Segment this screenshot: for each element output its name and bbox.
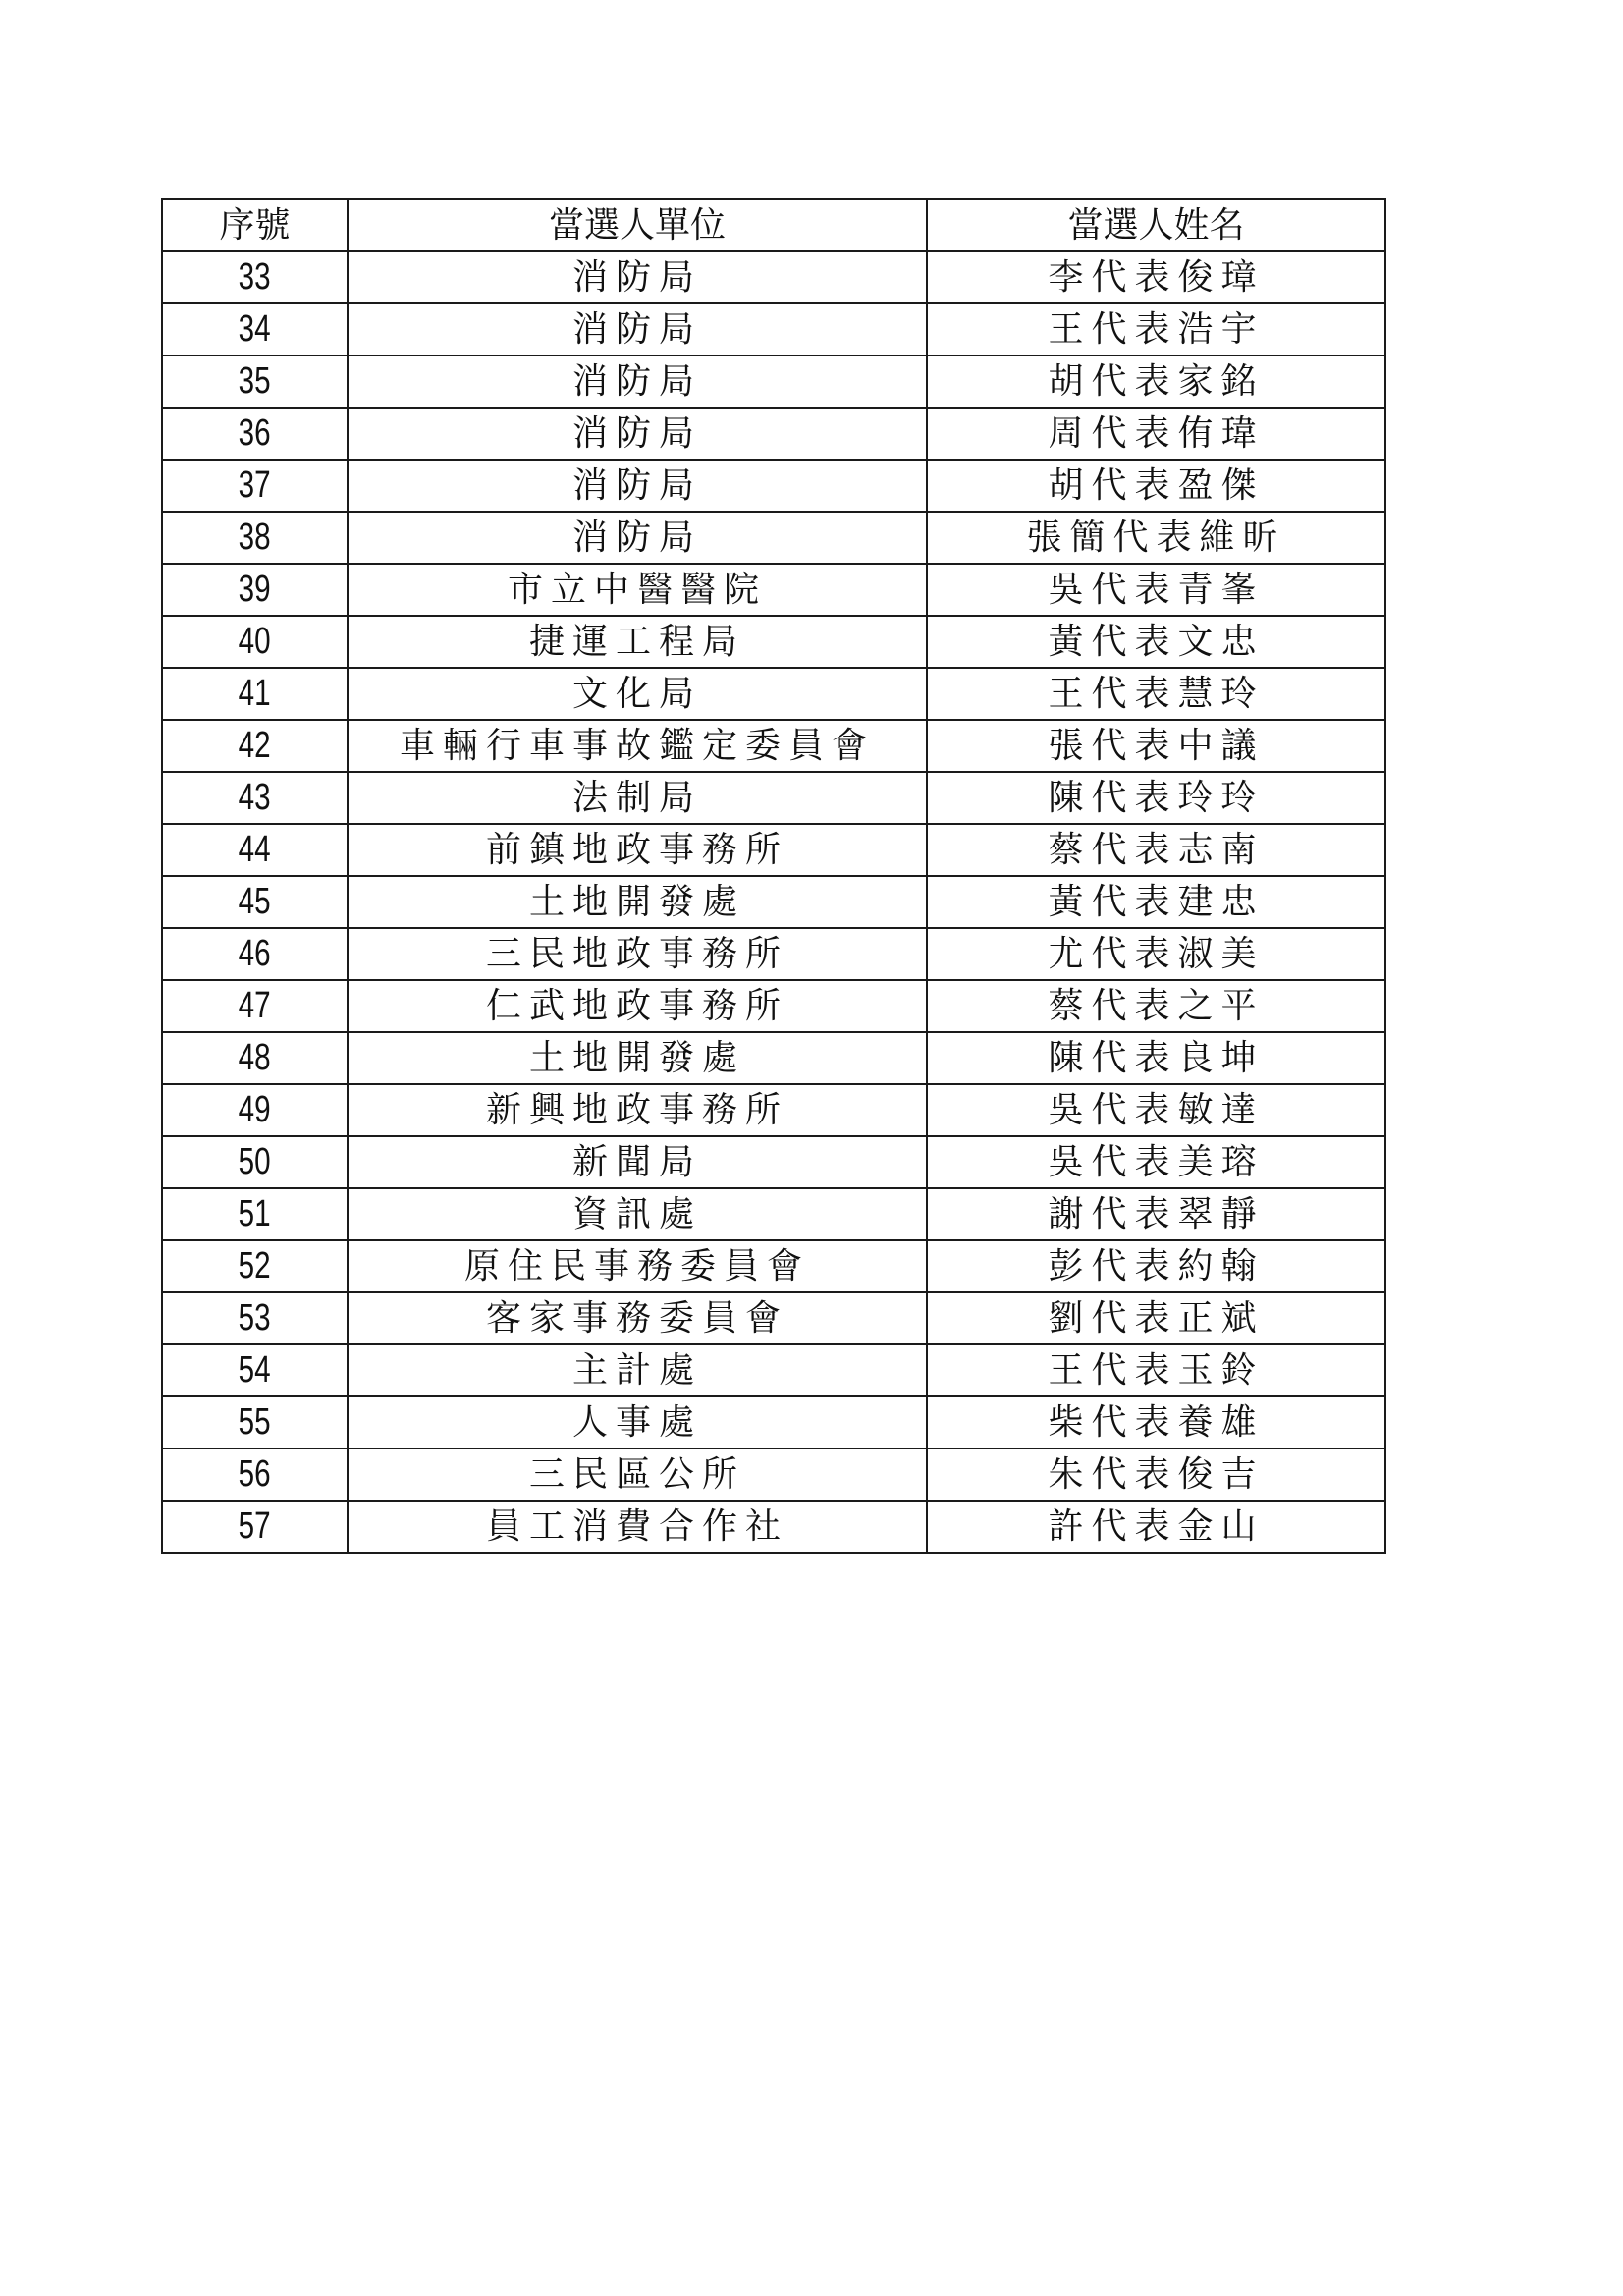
row-name: 王代表玉鈴 bbox=[927, 1344, 1385, 1396]
row-number-text: 43 bbox=[239, 777, 271, 818]
row-unit: 土地開發處 bbox=[348, 1032, 927, 1084]
row-number bbox=[162, 1396, 348, 1449]
row-number-text: 53 bbox=[239, 1297, 271, 1339]
row-unit: 新興地政事務所 bbox=[348, 1084, 927, 1136]
row-number-text: 40 bbox=[239, 621, 271, 662]
row-number bbox=[162, 1084, 348, 1136]
row-number bbox=[162, 1240, 348, 1292]
table-row bbox=[162, 1449, 1385, 1501]
row-number bbox=[162, 1188, 348, 1240]
row-name: 王代表慧玲 bbox=[927, 668, 1385, 720]
row-name: 黃代表建忠 bbox=[927, 876, 1385, 928]
row-number-text: 38 bbox=[239, 517, 271, 558]
row-name: 許代表金山 bbox=[927, 1501, 1385, 1553]
row-number-text: 49 bbox=[239, 1089, 271, 1130]
table-row bbox=[162, 1032, 1385, 1084]
row-unit: 員工消費合作社 bbox=[348, 1501, 927, 1553]
row-number-text: 52 bbox=[239, 1245, 271, 1286]
row-unit: 前鎮地政事務所 bbox=[348, 824, 927, 876]
table-row bbox=[162, 980, 1385, 1032]
row-number-text: 39 bbox=[239, 569, 271, 610]
row-number bbox=[162, 720, 348, 772]
table-row bbox=[162, 668, 1385, 720]
row-name: 尤代表淑美 bbox=[927, 928, 1385, 980]
row-name: 張簡代表維昕 bbox=[927, 512, 1385, 564]
row-number bbox=[162, 1344, 348, 1396]
table-row bbox=[162, 355, 1385, 408]
row-unit: 人事處 bbox=[348, 1396, 927, 1449]
table-header-row bbox=[162, 199, 1385, 251]
row-number bbox=[162, 1501, 348, 1553]
row-number bbox=[162, 668, 348, 720]
row-unit: 消防局 bbox=[348, 460, 927, 512]
row-number bbox=[162, 616, 348, 668]
row-number bbox=[162, 251, 348, 303]
table-row bbox=[162, 1292, 1385, 1344]
table-row bbox=[162, 616, 1385, 668]
row-name: 謝代表翠靜 bbox=[927, 1188, 1385, 1240]
row-unit: 法制局 bbox=[348, 772, 927, 824]
row-number-text: 48 bbox=[239, 1037, 271, 1078]
row-name: 蔡代表志南 bbox=[927, 824, 1385, 876]
row-unit: 消防局 bbox=[348, 251, 927, 303]
row-name: 劉代表正斌 bbox=[927, 1292, 1385, 1344]
table-row bbox=[162, 772, 1385, 824]
table-row bbox=[162, 1136, 1385, 1188]
row-number bbox=[162, 980, 348, 1032]
row-number-text: 36 bbox=[239, 412, 271, 454]
table-row bbox=[162, 1344, 1385, 1396]
row-unit: 車輛行車事故鑑定委員會 bbox=[348, 720, 927, 772]
table-row bbox=[162, 303, 1385, 355]
row-name: 蔡代表之平 bbox=[927, 980, 1385, 1032]
row-unit: 消防局 bbox=[348, 512, 927, 564]
header-name: 當選人姓名 bbox=[927, 199, 1385, 251]
row-number bbox=[162, 1292, 348, 1344]
row-name: 陳代表良坤 bbox=[927, 1032, 1385, 1084]
table-row bbox=[162, 251, 1385, 303]
row-name: 黃代表文忠 bbox=[927, 616, 1385, 668]
row-number-text: 44 bbox=[239, 829, 271, 870]
table-row bbox=[162, 460, 1385, 512]
row-name: 胡代表家銘 bbox=[927, 355, 1385, 408]
row-number-text: 55 bbox=[239, 1401, 271, 1443]
row-unit: 土地開發處 bbox=[348, 876, 927, 928]
row-number bbox=[162, 512, 348, 564]
row-name: 吳代表美瑢 bbox=[927, 1136, 1385, 1188]
row-number bbox=[162, 1449, 348, 1501]
table-row bbox=[162, 1501, 1385, 1553]
row-number-text: 50 bbox=[239, 1141, 271, 1182]
row-number-text: 45 bbox=[239, 881, 271, 922]
row-name: 王代表浩宇 bbox=[927, 303, 1385, 355]
row-unit: 消防局 bbox=[348, 355, 927, 408]
table-row bbox=[162, 512, 1385, 564]
row-number-text: 34 bbox=[239, 308, 271, 350]
row-unit: 消防局 bbox=[348, 408, 927, 460]
row-number bbox=[162, 408, 348, 460]
row-number bbox=[162, 1032, 348, 1084]
row-unit: 客家事務委員會 bbox=[348, 1292, 927, 1344]
row-number-text: 51 bbox=[239, 1193, 271, 1234]
row-unit: 捷運工程局 bbox=[348, 616, 927, 668]
row-number bbox=[162, 824, 348, 876]
row-number bbox=[162, 303, 348, 355]
table-row bbox=[162, 1084, 1385, 1136]
table-row bbox=[162, 564, 1385, 616]
row-unit: 消防局 bbox=[348, 303, 927, 355]
row-name: 張代表中議 bbox=[927, 720, 1385, 772]
row-unit: 主計處 bbox=[348, 1344, 927, 1396]
row-unit: 市立中醫醫院 bbox=[348, 564, 927, 616]
table-row bbox=[162, 408, 1385, 460]
row-number-text: 35 bbox=[239, 360, 271, 402]
row-number-text: 46 bbox=[239, 933, 271, 974]
row-name: 柴代表養雄 bbox=[927, 1396, 1385, 1449]
row-number bbox=[162, 355, 348, 408]
row-name: 胡代表盈傑 bbox=[927, 460, 1385, 512]
table-row bbox=[162, 1240, 1385, 1292]
row-name: 陳代表玲玲 bbox=[927, 772, 1385, 824]
table-row bbox=[162, 928, 1385, 980]
table-row bbox=[162, 876, 1385, 928]
row-name: 朱代表俊吉 bbox=[927, 1449, 1385, 1501]
table-row bbox=[162, 720, 1385, 772]
table-row bbox=[162, 824, 1385, 876]
row-number-text: 56 bbox=[239, 1453, 271, 1495]
row-name: 吳代表青峯 bbox=[927, 564, 1385, 616]
row-number-text: 42 bbox=[239, 725, 271, 766]
row-number-text: 37 bbox=[239, 465, 271, 506]
row-number-text: 41 bbox=[239, 673, 271, 714]
row-number bbox=[162, 1136, 348, 1188]
row-number bbox=[162, 564, 348, 616]
row-name: 彭代表約翰 bbox=[927, 1240, 1385, 1292]
row-number bbox=[162, 772, 348, 824]
row-number bbox=[162, 928, 348, 980]
row-unit: 原住民事務委員會 bbox=[348, 1240, 927, 1292]
header-unit: 當選人單位 bbox=[348, 199, 927, 251]
row-name: 周代表侑瑋 bbox=[927, 408, 1385, 460]
table-row bbox=[162, 1396, 1385, 1449]
row-unit: 資訊處 bbox=[348, 1188, 927, 1240]
row-name: 吳代表敏達 bbox=[927, 1084, 1385, 1136]
row-number bbox=[162, 876, 348, 928]
header-number: 序號 bbox=[162, 199, 348, 251]
row-number-text: 33 bbox=[239, 256, 271, 298]
row-name: 李代表俊璋 bbox=[927, 251, 1385, 303]
row-number-text: 47 bbox=[239, 985, 271, 1026]
table-row bbox=[162, 1188, 1385, 1240]
table-body bbox=[162, 251, 1385, 1553]
row-unit: 三民地政事務所 bbox=[348, 928, 927, 980]
row-number-text: 54 bbox=[239, 1349, 271, 1391]
row-unit: 仁武地政事務所 bbox=[348, 980, 927, 1032]
row-unit: 文化局 bbox=[348, 668, 927, 720]
row-number bbox=[162, 460, 348, 512]
row-number-text: 57 bbox=[239, 1505, 271, 1547]
row-unit: 三民區公所 bbox=[348, 1449, 927, 1501]
row-unit: 新聞局 bbox=[348, 1136, 927, 1188]
elected-representatives-table bbox=[161, 198, 1386, 1554]
